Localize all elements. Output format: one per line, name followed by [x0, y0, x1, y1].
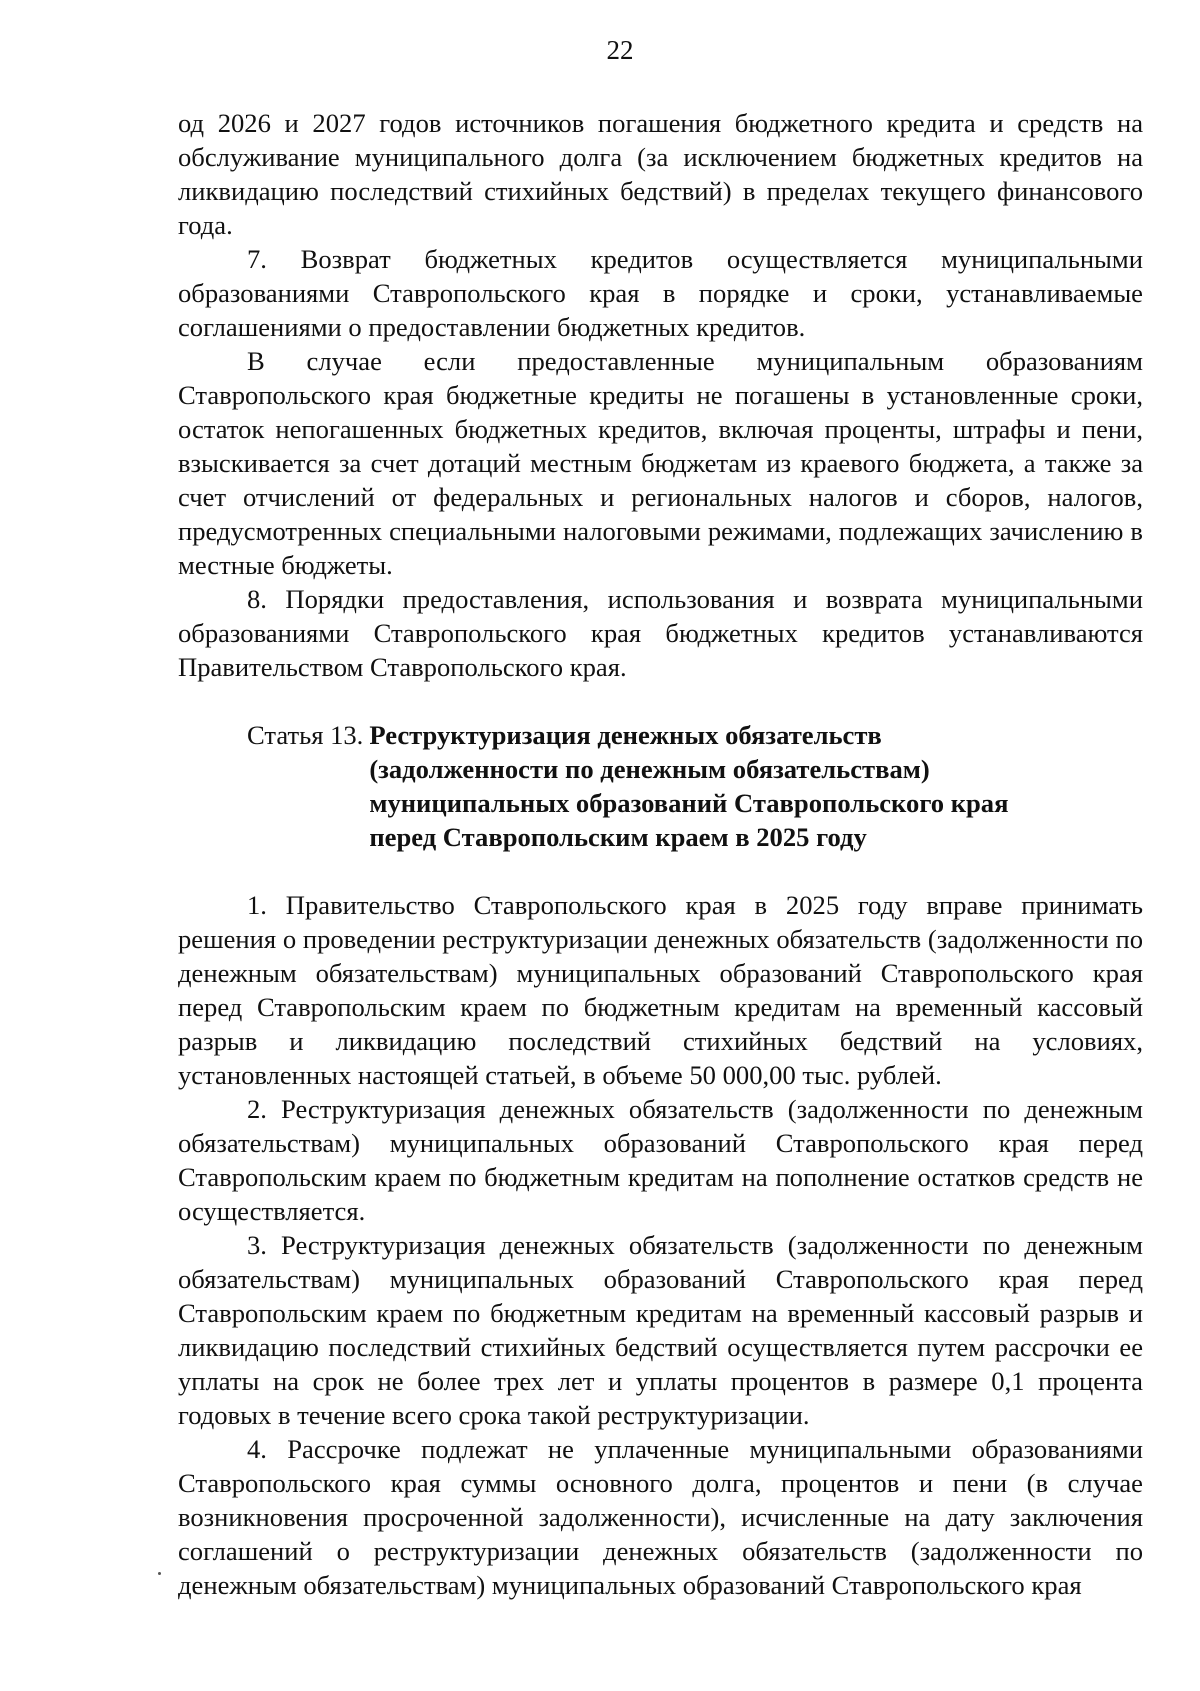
article-title-line: перед Ставропольским краем в 2025 году	[369, 822, 867, 852]
article-label: Статья 13.	[247, 720, 364, 750]
paragraph: В случае если предоставленные муниципальным образованиям Ставропольского края бюджетные кредиты не погашены в установленные сроки, остаток непогашенных бюджетных кредитов, включая проценты, штрафы и пени, взыскивается за счет дотаций местным бюджетам из краевого бюджета, а также за счет отчислений от федеральных и региональных налогов и сборов, налогов, предусмотренных специальными налоговыми режимами, подлежащих зачислению в местные бюджеты.	[178, 346, 1143, 580]
paragraph: 4. Рассрочке подлежат не уплаченные муниципальными образованиями Ставропольского края суммы основного долга, процентов и пени (в случае возникновения просроченной задолженности), исчисленные на дату заключения соглашений о реструктуризации денежных обязательств (задолженности по денежным обязательствам) муниципальных образований Ставропольского края	[178, 1434, 1143, 1600]
paragraph: 8. Порядки предоставления, использования и возврата муниципальными образованиями Ставропольского края бюджетных кредитов устанавливаются Правительством Ставропольского края.	[178, 584, 1143, 682]
paragraph: 2. Реструктуризация денежных обязательств (задолженности по денежным обязательствам) муниципальных образований Ставропольского края перед Ставропольским краем по бюджетным кредитам на пополнение остатков средств не осуществляется.	[178, 1094, 1143, 1226]
document-body	[178, 106, 1143, 1602]
paragraph: 7. Возврат бюджетных кредитов осуществляется муниципальными образованиями Ставропольского края в порядке и сроки, устанавливаемые соглашениями о предоставлении бюджетных кредитов.	[178, 244, 1143, 342]
paragraph: 1. Правительство Ставропольского края в 2025 году вправе принимать решения о проведении реструктуризации денежных обязательств (задолженности по денежным обязательствам) муниципальных образований Ставропольского края перед Ставропольским краем по бюджетным кредитам на временный кассовый разрыв и ликвидацию последствий стихийных бедствий на условиях, установленных настоящей статьей, в объеме 50 000,00 тыс. рублей.	[178, 890, 1143, 1090]
article-title-line: Реструктуризация денежных обязательств	[369, 720, 882, 750]
scan-speck	[158, 1572, 161, 1575]
paragraph: од 2026 и 2027 годов источников погашения бюджетного кредита и средств на обслуживание муниципального долга (за исключением бюджетных кредитов на ликвидацию последствий стихийных бедствий) в пределах текущего финансового года.	[178, 108, 1143, 240]
paragraph: 3. Реструктуризация денежных обязательств (задолженности по денежным обязательствам) муниципальных образований Ставропольского края перед Ставропольским краем по бюджетным кредитам на временный кассовый разрыв и ликвидацию последствий стихийных бедствий осуществляется путем рассрочки ее уплаты на срок не более трех лет и уплаты процентов в размере 0,1 процента годовых в течение всего срока такой реструктуризации.	[178, 1230, 1143, 1430]
article-heading	[178, 718, 1143, 854]
article-title-line: (задолженности по денежным обязательствам)	[369, 754, 930, 784]
article-title-line: муниципальных образований Ставропольского края	[369, 788, 1009, 818]
page-number: 22	[606, 35, 634, 65]
article-title	[369, 718, 1008, 854]
